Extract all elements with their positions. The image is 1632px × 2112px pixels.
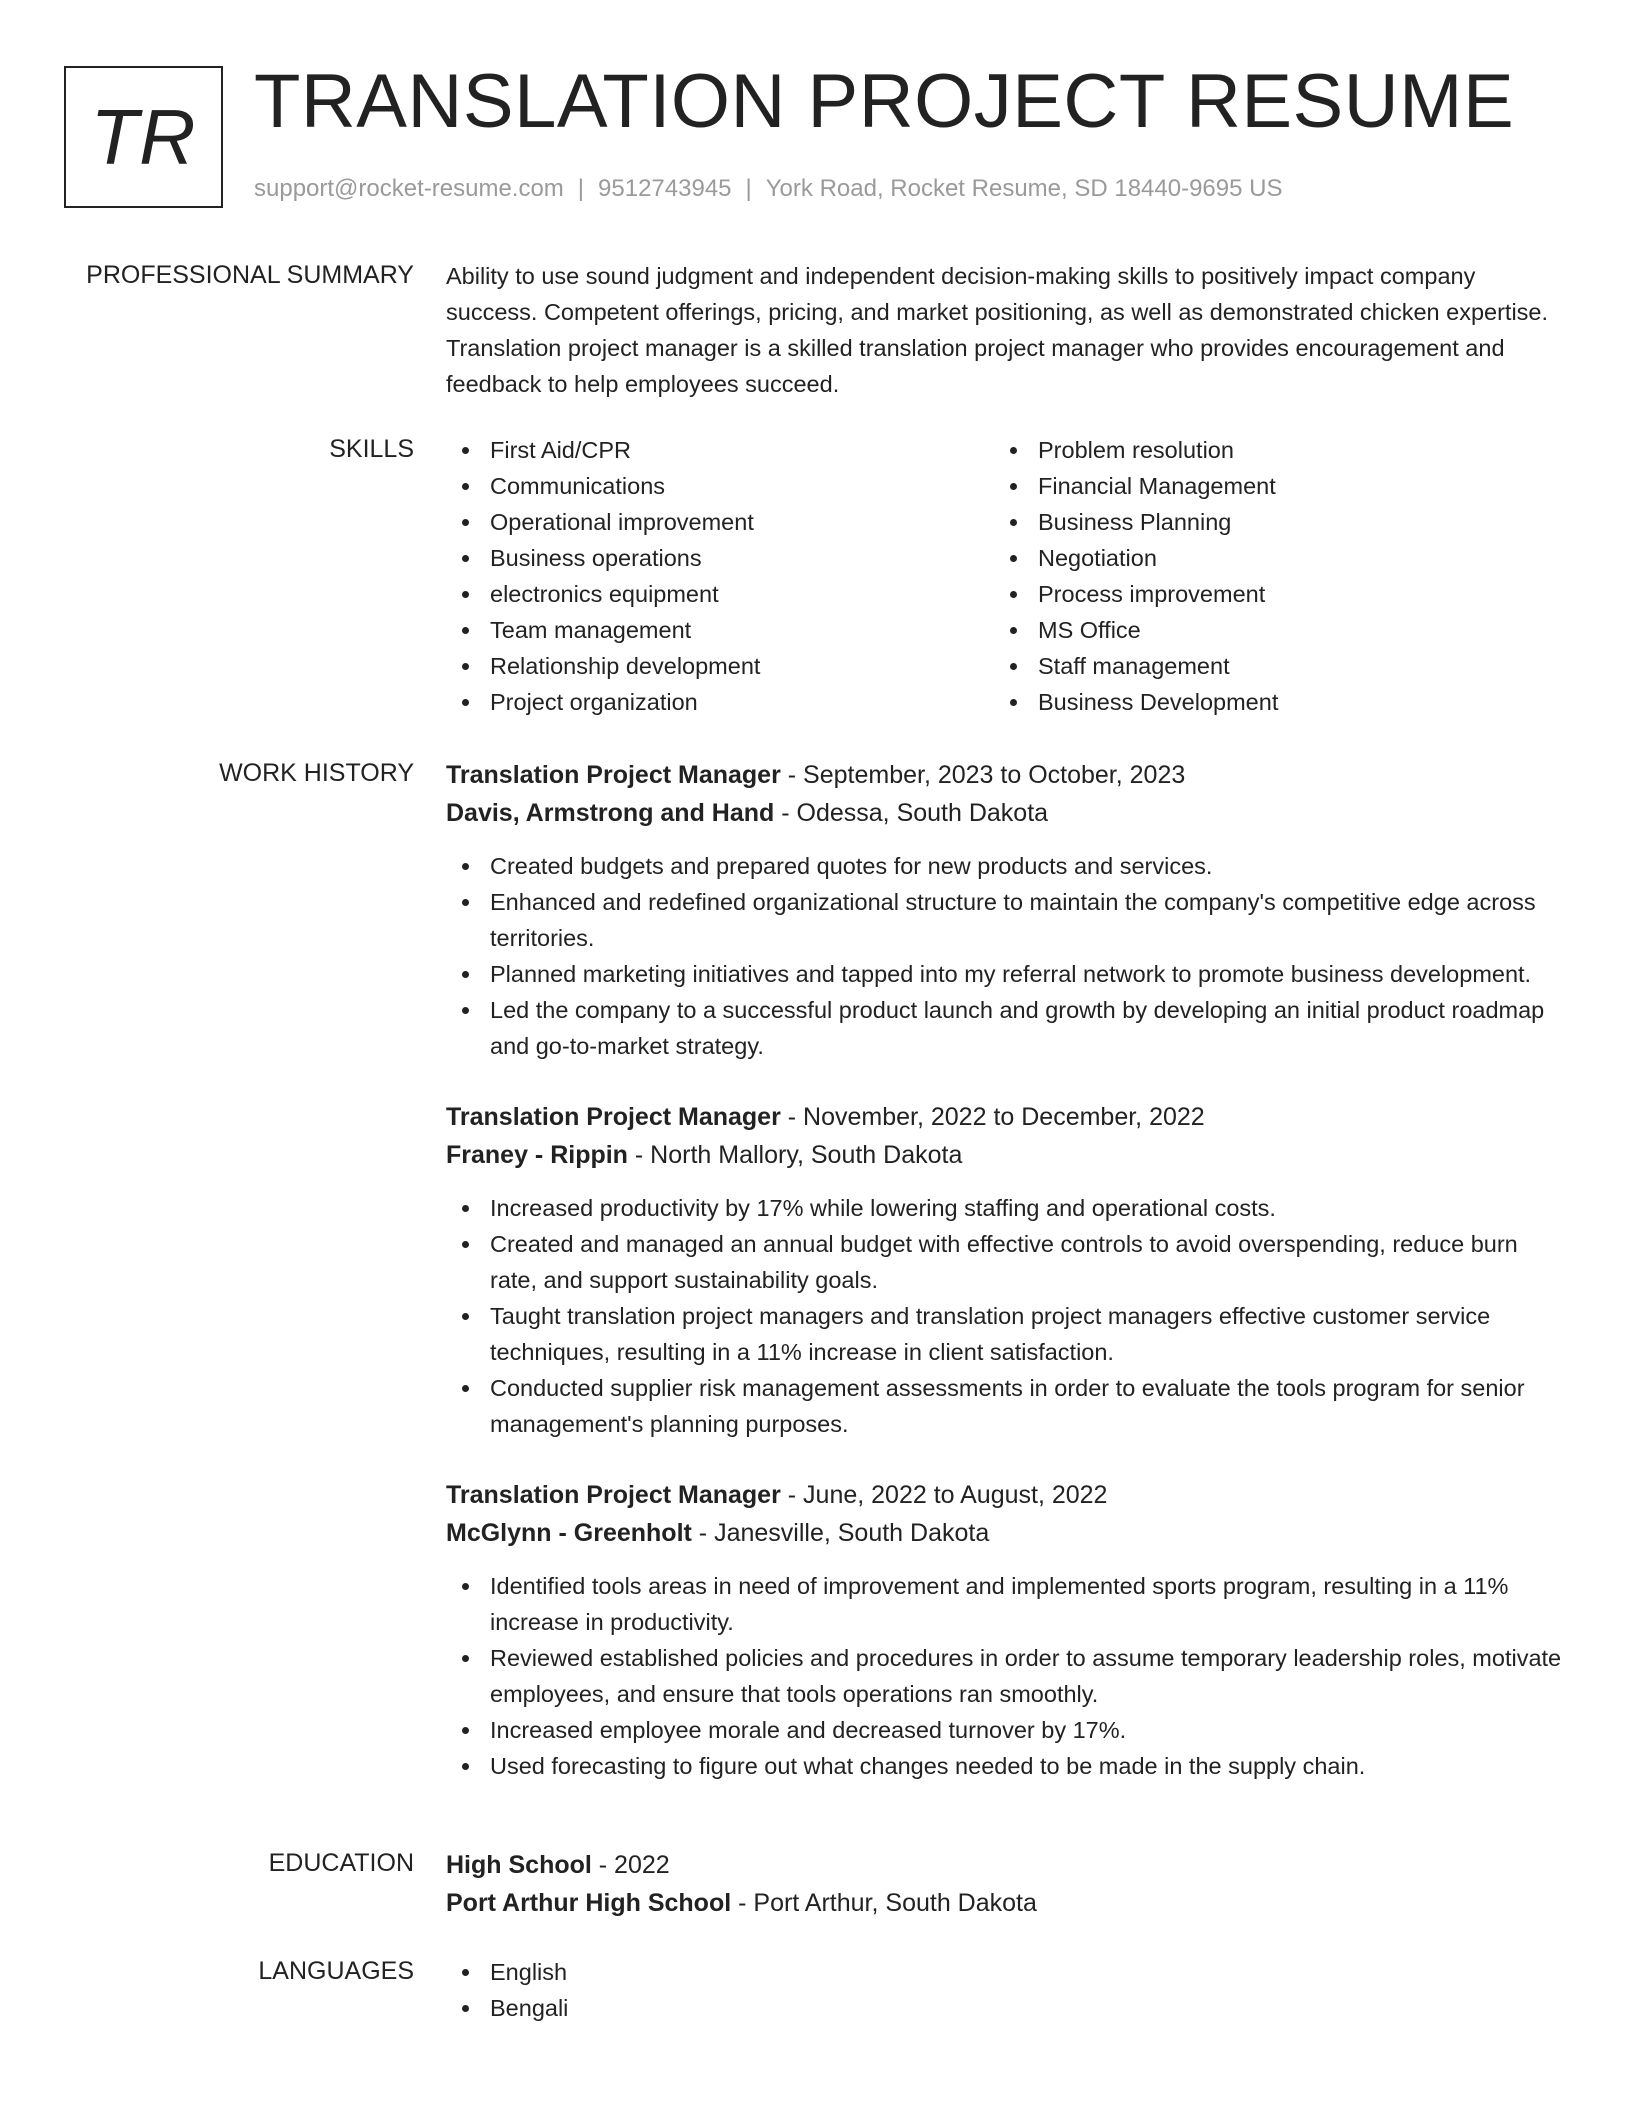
job-entry [446,1098,1566,1442]
job-entry [446,1476,1566,1784]
job-location: - Janesville, South Dakota [691,1519,990,1547]
skill-item: electronics equipment [446,576,994,612]
job-bullet: Led the company to a successful product launch and growth by developing an initial product roadmap and go-to-market strategy. [446,992,1566,1064]
job-bullet: Created and managed an annual budget with effective controls to avoid overspending, reduce burn rate, and support sustainability goals. [446,1226,1566,1298]
skill-item: Operational improvement [446,504,994,540]
work-history-body [446,756,1566,1784]
resume-title: TRANSLATION PROJECT RESUME [254,59,1515,144]
monogram: TR [64,66,223,208]
skill-item: Communications [446,468,994,504]
education-location: - Port Arthur, South Dakota [731,1889,1037,1917]
section-label-languages: LANGUAGES [258,1957,414,1985]
skill-item: Business Planning [994,504,1542,540]
job-bullet: Identified tools areas in need of improvement and implemented sports program, resulting in a 11% increase in productivity. [446,1568,1566,1640]
summary-text: Ability to use sound judgment and independent decision-making skills to positively impact company success. Competent offerings, pricing, and market positioning, as well as demonstrated chicken expertise. Translation project manager is a skilled translation project manager who provides encouragement and feedback to help employees succeed. [446,263,1549,397]
job-company: Franey - Rippin [446,1141,628,1169]
skill-item: Business Development [994,684,1542,720]
job-bullets [446,848,1566,1064]
contact-email[interactable]: support@rocket-resume.com [254,175,564,202]
job-title-line [446,756,1566,794]
skills-list-right [994,432,1542,720]
section-label-education: EDUCATION [268,1849,414,1877]
skill-item: Relationship development [446,648,994,684]
job-bullet: Taught translation project managers and translation project managers effective customer service techniques, resulting in a 11% increase in client satisfaction. [446,1298,1566,1370]
language-item: Bengali [446,1990,1566,2026]
skill-item: Financial Management [994,468,1542,504]
skill-item: Negotiation [994,540,1542,576]
job-bullet: Planned marketing initiatives and tapped into my referral network to promote business development. [446,956,1566,992]
languages-body [446,1954,1566,2026]
skill-item: Staff management [994,648,1542,684]
skill-item: Team management [446,612,994,648]
languages-list [446,1954,1566,2026]
summary-body [446,258,1566,402]
job-title: Translation Project Manager [446,1481,781,1509]
language-item: English [446,1954,1566,1990]
contact-phone[interactable]: 9512743945 [598,175,732,202]
education-year: - 2022 [591,1851,670,1879]
job-title-line [446,1476,1566,1514]
job-dates: - June, 2022 to August, 2022 [780,1481,1108,1509]
contact-separator: | [745,175,752,202]
job-bullet: Increased employee morale and decreased turnover by 17%. [446,1712,1566,1748]
job-title: Translation Project Manager [446,761,781,789]
contact-line [254,174,1282,204]
job-bullet: Created budgets and prepared quotes for new products and services. [446,848,1566,884]
skill-item: Project organization [446,684,994,720]
job-dates: - November, 2022 to December, 2022 [780,1103,1205,1131]
education-degree: High School [446,1851,592,1879]
job-dates: - September, 2023 to October, 2023 [780,761,1186,789]
job-company-line [446,1136,1566,1174]
skills-body [446,432,1566,720]
education-degree-line [446,1846,1566,1884]
skills-list-left [446,432,994,720]
skill-item: Process improvement [994,576,1542,612]
job-bullets [446,1190,1566,1442]
contact-separator: | [577,175,585,202]
job-entry [446,756,1566,1064]
job-bullet: Used forecasting to figure out what changes needed to be made in the supply chain. [446,1748,1566,1784]
job-company: Davis, Armstrong and Hand [446,799,775,827]
skill-item: Problem resolution [994,432,1542,468]
skill-item: MS Office [994,612,1542,648]
job-company: McGlynn - Greenholt [446,1519,692,1547]
job-bullet: Reviewed established policies and procedures in order to assume temporary leadership roles, motivate employees, and ensure that tools operations ran smoothly. [446,1640,1566,1712]
education-body [446,1846,1566,1922]
skill-item: Business operations [446,540,994,576]
education-school-line [446,1884,1566,1922]
job-company-line [446,1514,1566,1552]
job-bullet: Conducted supplier risk management assessments in order to evaluate the tools program for senior management's planning purposes. [446,1370,1566,1442]
job-bullet: Increased productivity by 17% while lowering staffing and operational costs. [446,1190,1566,1226]
job-title: Translation Project Manager [446,1103,781,1131]
section-label-summary: PROFESSIONAL SUMMARY [86,261,414,289]
job-location: - North Mallory, South Dakota [627,1141,963,1169]
job-bullet: Enhanced and redefined organizational structure to maintain the company's competitive edge across territories. [446,884,1566,956]
contact-address: York Road, Rocket Resume, SD 18440-9695 US [765,175,1283,202]
job-title-line [446,1098,1566,1136]
skills-grid [446,432,1566,720]
job-company-line [446,794,1566,832]
job-bullets [446,1568,1566,1784]
section-label-work-history: WORK HISTORY [219,759,414,787]
section-label-skills: SKILLS [329,435,414,463]
job-location: - Odessa, South Dakota [774,799,1049,827]
education-school: Port Arthur High School [446,1889,732,1917]
skill-item: First Aid/CPR [446,432,994,468]
